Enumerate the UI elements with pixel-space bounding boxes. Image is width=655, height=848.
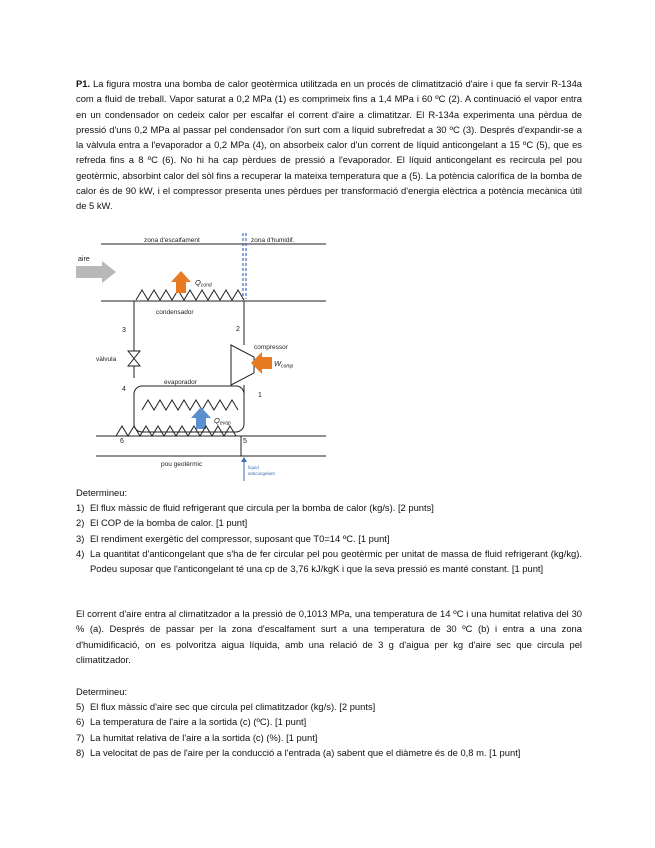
question-2: 2) El COP de la bomba de calor. [1 punt] (76, 517, 248, 529)
state-1: 1 (258, 392, 262, 399)
problem-text: La figura mostra una bomba de calor geotèrmica utilitzada en un procés de climatització d'aire i que fa servir R-134a com a fluid de treball. Vapor saturat a 0,2 MPa (1) es comprimeix fins a 1,4 MPa i 60 ºC (2). A continuació el vapor entra en un condensador on cedeix calor per escalfar el corrent d'aire a climatitzar. El R-134a experimenta una pèrdua de pressió d'uns 0,2 MPa al passar pel condensador i'on surt com a líquid subrefredat a 30 ºC (3). Després d'expandir-se a la vàlvula entra a l'evaporador a 0,2 MPa (4), on absorbeix calor d'un corrent de líquid anticongelant a 15 ºC (5), que es refreda fins a 8 ºC (6). No hi ha cap pèrdues de pressió a l'evaporador. El líquid anticongelant es recircula pel pou geotèrmic, absorbint calor del sòl fins a recuperar la mateixa temperatura que a (5). La potència calorífica de la bomba de calor és de 90 kW, i el compressor presenta unes pèrdues per transformació d'energia elèctrica a potència mecànica útil de 5 kW. (76, 78, 582, 212)
compressor (231, 345, 254, 385)
air-inlet-arrow (76, 261, 116, 283)
section1-question-list (76, 500, 582, 576)
state-6: 6 (120, 438, 124, 445)
question-4: 4) La quantitat d'anticongelant que s'ha de fer circular pel pou geotèrmic per unitat de massa de fluid refrigerant (kg/kg). Podeu suposar que l'anticongelant té una cp de 3,76 kJ/kgK i que la seva pressió es manté constant. [1 punt] (76, 547, 582, 575)
valve (128, 351, 140, 366)
w-comp-label: $W_{comp}$ (274, 359, 294, 370)
section1-header: Determineu: (76, 487, 128, 498)
question-6: 6) La temperatura de l'aire a la sortida (c) (ºC). [1 punt] (76, 716, 307, 728)
section2-question-list (76, 699, 582, 760)
condenser-label: condensador (156, 309, 194, 316)
state-3: 3 (122, 327, 126, 334)
problem-label: P1. (76, 78, 91, 89)
state-4: 4 (122, 386, 126, 393)
well-label: pou geotèrmic (161, 461, 203, 468)
question-1: 1) El flux màssic de fluid refrigerant que circula per la bomba de calor (kg/s). [2 punts] (76, 502, 434, 513)
compressor-label: compressor (254, 344, 288, 351)
valve-label: vàlvula (96, 356, 117, 363)
state-5: 5 (243, 438, 247, 445)
question-8: 8) La velocitat de pas de l'aire per la conducció a l'entrada (a) sabent que el diàmetre és de 0,8 m. [1 punt] (76, 746, 521, 758)
problem-statement (76, 76, 582, 214)
section2-header: Determineu: (76, 686, 128, 697)
state-2: 2 (236, 326, 240, 333)
air-label: aire (78, 256, 90, 263)
heat-pump-diagram (76, 233, 336, 481)
evaporator-label: evaporador (164, 379, 197, 386)
zone-heating-label: zona d'escalfament (144, 237, 200, 244)
question-5: 5) El flux màssic d'aire sec que circula pel climatitzador (kg/s). [2 punts] (76, 701, 376, 712)
condenser-coil (136, 290, 244, 300)
antifreeze-label-1: líquid (248, 465, 259, 470)
zone-humid-label: zona d'humidif. (251, 237, 295, 244)
antifreeze-label-2: anticongelant (248, 471, 275, 476)
question-3: 3) El rendiment exergètic del compressor, suposant que T0=14 ºC. [1 punt] (76, 532, 390, 544)
air-paragraph: El corrent d'aire entra al climatitzador a la pressió de 0,1013 MPa, una temperatura de 14 ºC i una humitat relativa del 30 % (a). Després de passar per la zona d'escalfament surt a una temperatura de 30 ºC (b) i entra a una zona d'humidificació, on es polvoritza aigua líquida, amb una relació de 3 g d'aigua per kg d'aire sec que circula pel climatitzador. (76, 608, 582, 665)
q-evap-label: $Q_{evap}$ (214, 416, 231, 427)
q-cond-arrow (171, 271, 191, 293)
question-7: 7) La humitat relativa de l'aire a la sortida (c) (%). [1 punt] (76, 731, 318, 743)
q-cond-label: $Q_{cond}$ (195, 278, 212, 289)
